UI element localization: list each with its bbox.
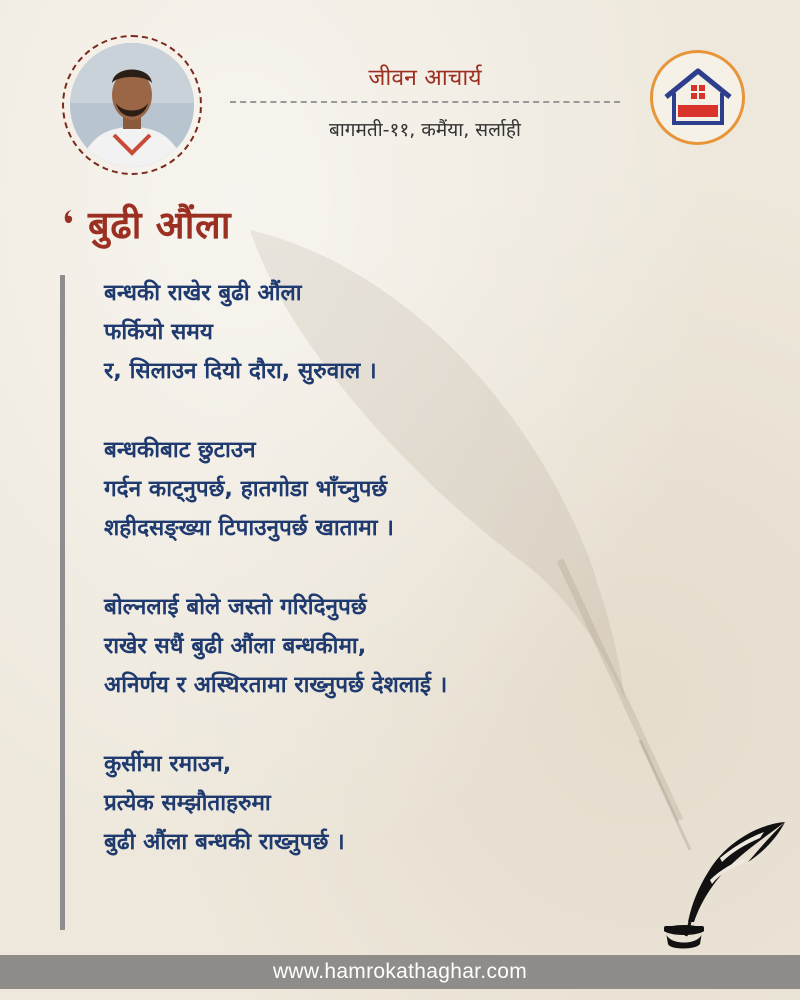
stanza bbox=[104, 431, 744, 548]
poem-line: बोल्नलाई बोले जस्तो गरिदिनुपर्छ bbox=[104, 594, 367, 620]
quote-mark-icon bbox=[62, 208, 74, 226]
poem-line: बन्धकी राखेर बुढी औंला bbox=[104, 280, 302, 306]
quill-inkpot-icon bbox=[660, 818, 790, 950]
author-address: बागमती-११, कमैंया, सर्लाही bbox=[329, 119, 521, 141]
header-divider bbox=[230, 101, 620, 103]
footer-bar bbox=[0, 955, 800, 989]
stanza bbox=[104, 745, 744, 862]
poem-line: प्रत्येक सम्झौताहरुमा bbox=[104, 790, 271, 816]
stanza bbox=[104, 274, 744, 391]
poem-body bbox=[104, 274, 744, 902]
poem-line: राखेर सधैं बुढी औंला बन्धकीमा, bbox=[104, 633, 367, 659]
poem-line: शहीदसङ्ख्या टिपाउनुपर्छ खातामा । bbox=[104, 515, 394, 541]
poem-line: फर्कियो समय bbox=[104, 319, 213, 345]
poem-line: गर्दन काट्नुपर्छ, हातगोडा भाँच्नुपर्छ bbox=[104, 476, 388, 502]
poem-title: बुढी औंला bbox=[88, 203, 232, 247]
poem-line: बन्धकीबाट छुटाउन bbox=[104, 437, 256, 463]
poem-line: र, सिलाउन दियो दौरा, सुरुवाल । bbox=[104, 358, 377, 384]
stanza bbox=[104, 588, 744, 705]
poem-sidebar-line bbox=[60, 275, 65, 930]
poem-line: अनिर्णय र अस्थिरतामा राख्नुपर्छ देशलाई । bbox=[104, 672, 448, 698]
poem-line: बुढी औंला बन्धकी राख्नुपर्छ । bbox=[104, 829, 345, 855]
author-photo bbox=[70, 43, 194, 167]
website-link[interactable]: www.hamrokathaghar.com bbox=[272, 960, 528, 983]
poem-line: कुर्सीमा रमाउन, bbox=[104, 751, 232, 777]
brand-logo bbox=[650, 50, 745, 145]
author-avatar bbox=[62, 35, 202, 175]
house-logo-icon bbox=[658, 63, 738, 133]
author-name: जीवन आचार्य bbox=[368, 65, 482, 91]
